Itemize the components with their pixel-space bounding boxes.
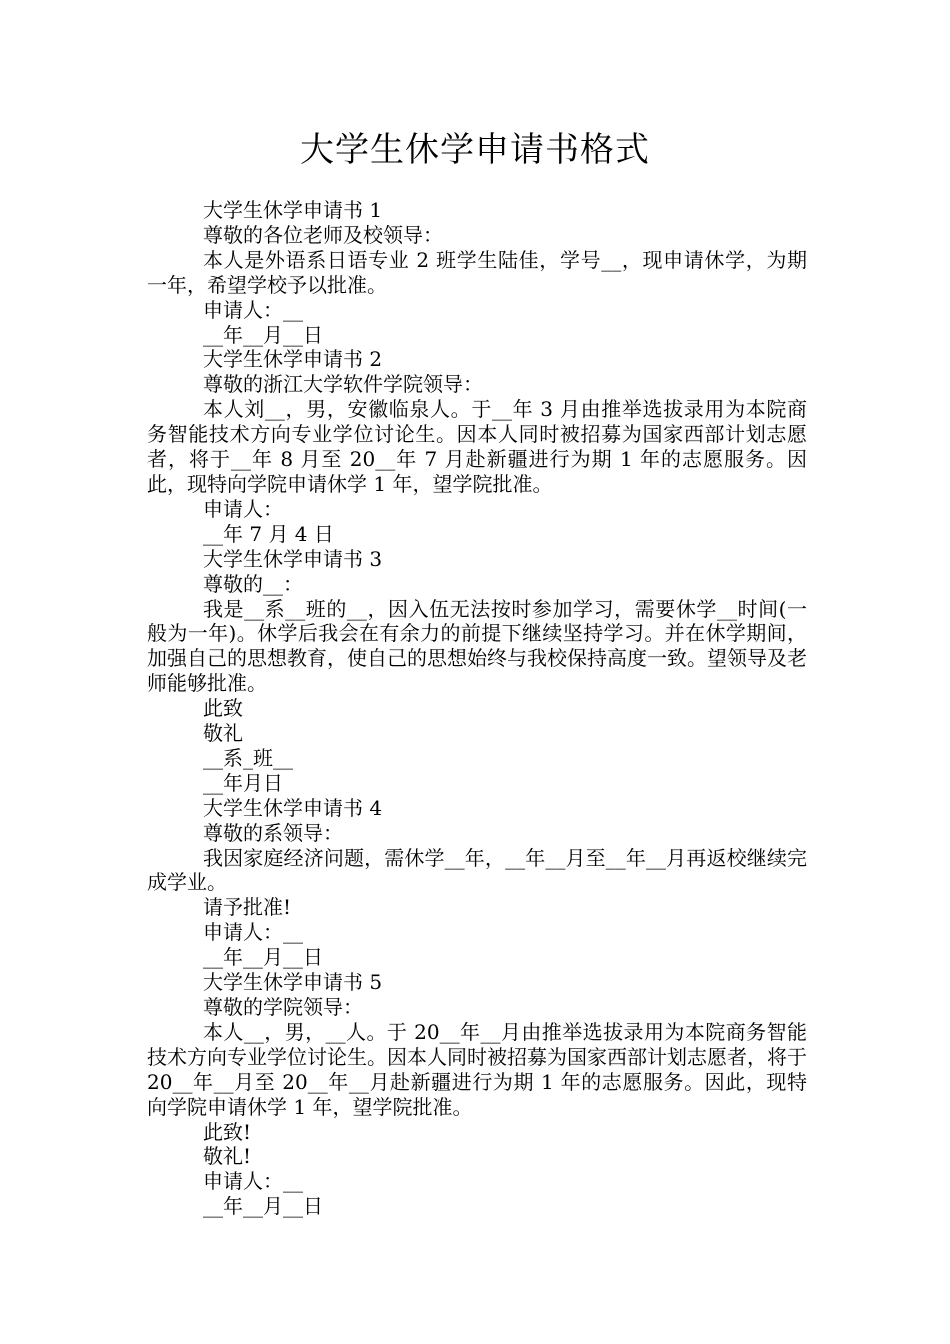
body-paragraph-3: 我是__系__班的__，因入伍无法按时参加学习，需要休学__时间(一般为一年)。休学后我会在有余力的前提下继续坚持学习。并在休学期间，加强自己的思想教育，使自己的思想始终与我校保持高度一致。望领导及老师能够批准。 [147,596,807,696]
body-paragraph-1: 本人是外语系日语专业 2 班学生陆佳，学号__，现申请休学，为期一年，希望学校予以批准。 [147,247,807,297]
section-heading-2: 大学生休学申请书 2 [203,347,383,372]
salutation-3: 尊敬的__： [203,571,303,596]
applicant-line-1: 申请人：__ [203,297,303,322]
date-line-4: __年__月__日 [203,945,323,970]
salutation-1: 尊敬的各位老师及校领导： [203,222,443,247]
date-line-2: __年 7 月 4 日 [203,521,334,546]
closing-line-5b: 敬礼! [203,1144,252,1169]
applicant-line-2: 申请人： [203,496,283,521]
date-line-3: __年月日 [203,770,283,795]
salutation-4: 尊敬的系领导： [203,820,343,845]
date-line-1: __年__月__日 [203,322,323,347]
body-paragraph-4: 我因家庭经济问题，需休学__年，__年__月至__年__月再返校继续完成学业。 [147,845,807,895]
closing-line-3b: 敬礼 [203,721,243,746]
document-title: 大学生休学申请书格式 [300,130,650,170]
body-paragraph-5: 本人__，男，__人。于 20__年__月由推举选拔录用为本院商务智能技术方向专业学位讨论生。因本人同时被招募为国家西部计划志愿者，将于 20__年__月至 20__年__月赴新疆进行为期 1 年的志愿服务。因此，现特向学院申请休学 1 年，望学院批准。 [147,1019,807,1119]
applicant-line-4: 申请人：__ [203,920,303,945]
department-line-3: __系_班__ [203,745,293,770]
request-line-4: 请予批准! [203,895,292,920]
date-line-5: __年__月__日 [203,1194,323,1219]
section-heading-5: 大学生休学申请书 5 [203,970,383,995]
body-paragraph-2: 本人刘__，男，安徽临泉人。于__年 3 月由推举选拔录用为本院商务智能技术方向专业学位讨论生。因本人同时被招募为国家西部计划志愿者，将于__年 8 月至 20__年 7 月赴新疆进行为期 1 年的志愿服务。因此，现特向学院申请休学 1 年，望学院批准。 [147,397,807,496]
section-heading-3: 大学生休学申请书 3 [203,546,383,571]
section-heading-1: 大学生休学申请书 1 [203,198,383,222]
closing-line-5a: 此致! [203,1119,252,1144]
closing-line-3a: 此致 [203,696,243,721]
applicant-line-5: 申请人：__ [203,1169,303,1194]
salutation-2: 尊敬的浙江大学软件学院领导： [203,372,483,397]
section-heading-4: 大学生休学申请书 4 [203,795,383,820]
document-body [147,198,807,1219]
salutation-5: 尊敬的学院领导： [203,995,363,1019]
